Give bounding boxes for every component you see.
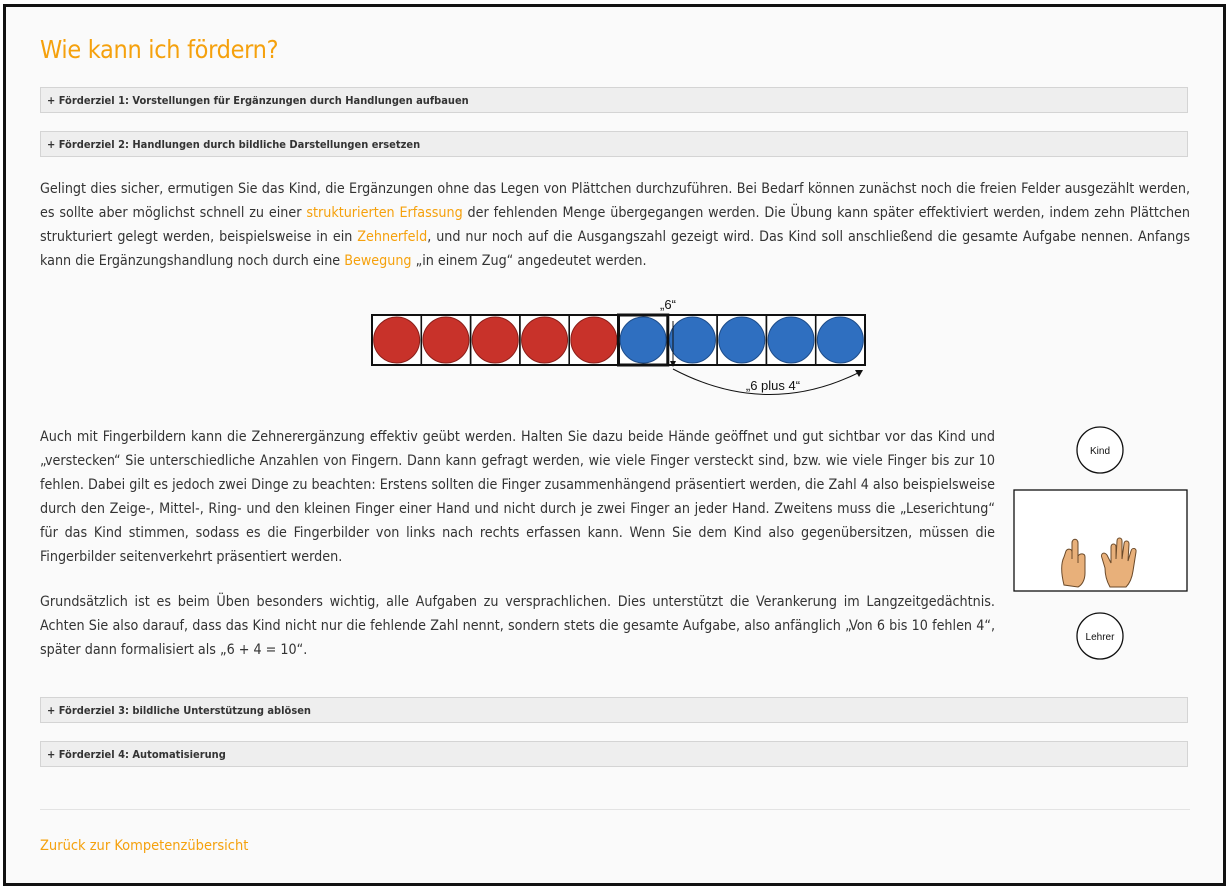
link-strukturierte-erfassung[interactable]: strukturierten Erfassung: [306, 205, 463, 221]
link-bewegung[interactable]: Bewegung: [344, 253, 412, 269]
blue-counter: [768, 317, 814, 363]
table-rectangle: [1014, 490, 1187, 591]
red-counter: [522, 317, 568, 363]
kind-label: Kind: [1089, 446, 1111, 457]
ten-strip-cells: [372, 315, 865, 365]
red-counter: [423, 317, 469, 363]
page-title: Wie kann ich fördern?: [40, 35, 279, 64]
figure-label-six-plus-four: „6 plus 4“: [745, 378, 801, 393]
blue-counter: [620, 317, 666, 363]
text-segment: , und nur noch auf die Ausgangszahl gezeigt wird. Das Kind soll anschließend die gesamte Aufgabe nennen. Anfangs kann die Ergänzungshandlung noch durch eine: [40, 229, 1190, 269]
paragraph-intro: [40, 177, 1190, 273]
text-segment: „in einem Zug“ angedeutet werden.: [411, 253, 647, 269]
red-counter: [374, 317, 420, 363]
text-segment: der fehlenden Menge übergegangen werden. Die Übung kann später effektiviert werden, indem zehn Plättchen strukturiert gelegt werden, beispielsweise in ein: [40, 205, 1190, 245]
lehrer-label: Lehrer: [1085, 632, 1115, 643]
accordion-foerderziel-1[interactable]: + Förderziel 1: Vorstellungen für Ergänzungen durch Handlungen aufbauen: [40, 87, 1188, 113]
accordion-foerderziel-3[interactable]: + Förderziel 3: bildliche Unterstützung ablösen: [40, 697, 1188, 723]
hands-figure: [1012, 425, 1192, 665]
back-to-overview-link[interactable]: Zurück zur Kompetenzübersicht: [40, 838, 249, 854]
accordion-foerderziel-4[interactable]: + Förderziel 4: Automatisierung: [40, 741, 1188, 767]
red-counter: [472, 317, 518, 363]
footer-divider: [40, 809, 1190, 810]
page-frame: [3, 4, 1226, 886]
accordion-foerderziel-2[interactable]: + Förderziel 2: Handlungen durch bildliche Darstellungen ersetzen: [40, 131, 1188, 157]
blue-counter: [817, 317, 863, 363]
blue-counter: [669, 317, 715, 363]
paragraph-fingerbilder: Auch mit Fingerbildern kann die Zehnerergänzung effektiv geübt werden. Halten Sie dazu beide Hände geöffnet und gut sichtbar vor das Kind und „verstecken“ Sie unterschiedliche Anzahlen von Fingern. Dann kann gefragt werden, wie viele Finger versteckt sind, bzw. wie viele Finger bis zur 10 fehlen. Dabei gilt es jedoch zwei Dinge zu beachten: Erstens sollten die Finger zusammenhängend präsentiert werden, die Zahl 4 also beispielsweise durch den Zeige-, Mittel-, Ring- und den kleinen Finger einer Hand und nicht durch je zwei Finger an jeder Hand. Zweitens muss die „Leserichtung“ für das Kind stimmen, sodass es die Fingerbilder von links nach rechts erfassen kann. Wenn Sie dem Kind also gegenübersitzen, müssen die Fingerbilder seitenverkehrt präsentiert werden.: [40, 429, 995, 565]
link-zehnerfeld[interactable]: Zehnerfeld: [357, 229, 428, 245]
figure-label-six: „6“: [660, 297, 676, 312]
red-counter: [571, 317, 617, 363]
ten-strip-figure: [368, 291, 868, 403]
text-segment: Gelingt dies sicher, ermutigen Sie das Kind, die Ergänzungen ohne das Legen von Plättchen durchzuführen. Bei Bedarf können zunächst noch die freien Felder ausgezählt werden, es sollte aber möglichst schnell zu einer: [40, 181, 1190, 221]
blue-counter: [719, 317, 765, 363]
paragraph-versprachlichen: Grundsätzlich ist es beim Üben besonders wichtig, alle Aufgaben zu versprachlichen. Dies unterstützt die Verankerung im Langzeitgedächtnis. Achten Sie also darauf, dass das Kind nicht nur die fehlende Zahl nennt, sondern stets die gesamte Aufgabe, also anfänglich „Von 6 bis 10 fehlen 4“, später dann formalisiert als „6 + 4 = 10“.: [40, 594, 995, 658]
